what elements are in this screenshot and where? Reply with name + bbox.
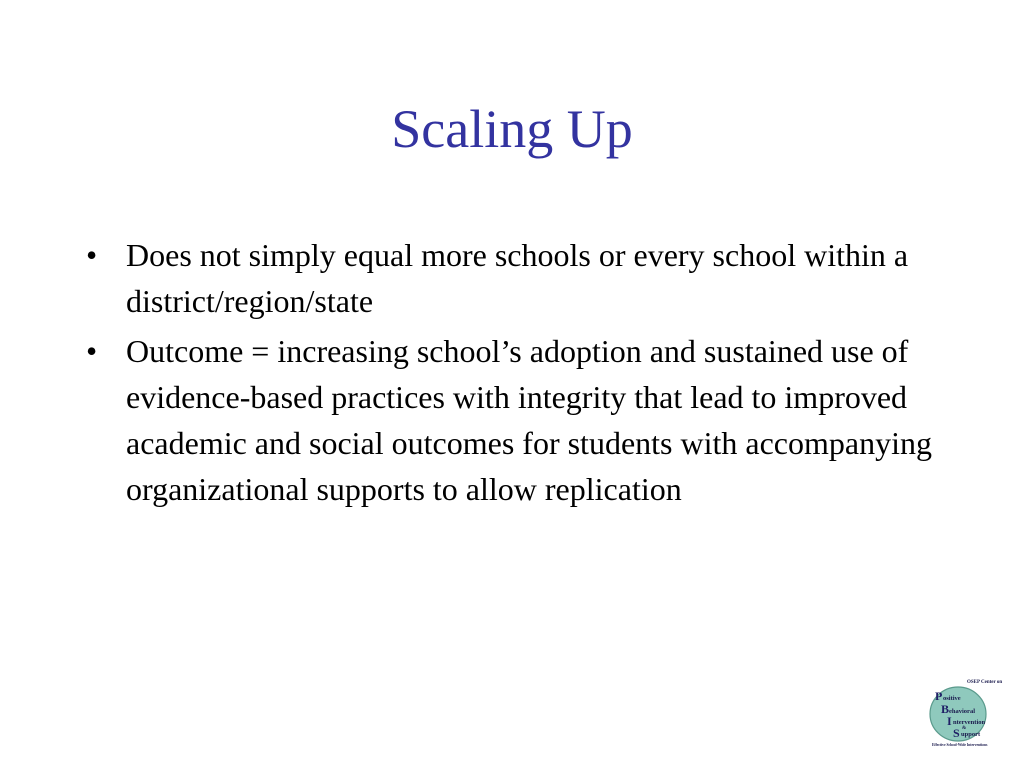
logo-word-positive: ositive <box>943 695 961 702</box>
logo-word-behavioral: ehavioral <box>949 708 975 715</box>
logo-letter-b: B <box>941 702 950 716</box>
bullet-list <box>86 232 946 516</box>
bullet-marker: • <box>86 237 98 273</box>
bullet-item <box>86 328 946 512</box>
logo-ampersand: & <box>962 726 967 731</box>
logo-word-support: upport <box>961 731 981 738</box>
bullet-text: Does not simply equal more schools or every school within a district/region/state <box>126 237 909 319</box>
pbis-logo <box>924 678 1014 748</box>
bullet-text: Outcome = increasing school’s adoption and sustained use of evidence-based practices with integrity that lead to improved academic and social outcomes for students with accompanying organizational supports to allow replication <box>126 333 932 507</box>
bullet-marker: • <box>86 333 98 369</box>
logo-footer: Effective School-Wide Interventions <box>932 743 988 747</box>
logo-letter-i: I <box>947 714 952 728</box>
slide-title: Scaling Up <box>391 99 633 159</box>
logo-word-intervention: ntervention <box>953 719 986 726</box>
logo-letter-p: P <box>935 689 943 703</box>
logo-letter-s: S <box>953 726 960 740</box>
logo-header: OSEP Center on <box>967 680 1003 685</box>
bullet-item <box>86 232 946 324</box>
